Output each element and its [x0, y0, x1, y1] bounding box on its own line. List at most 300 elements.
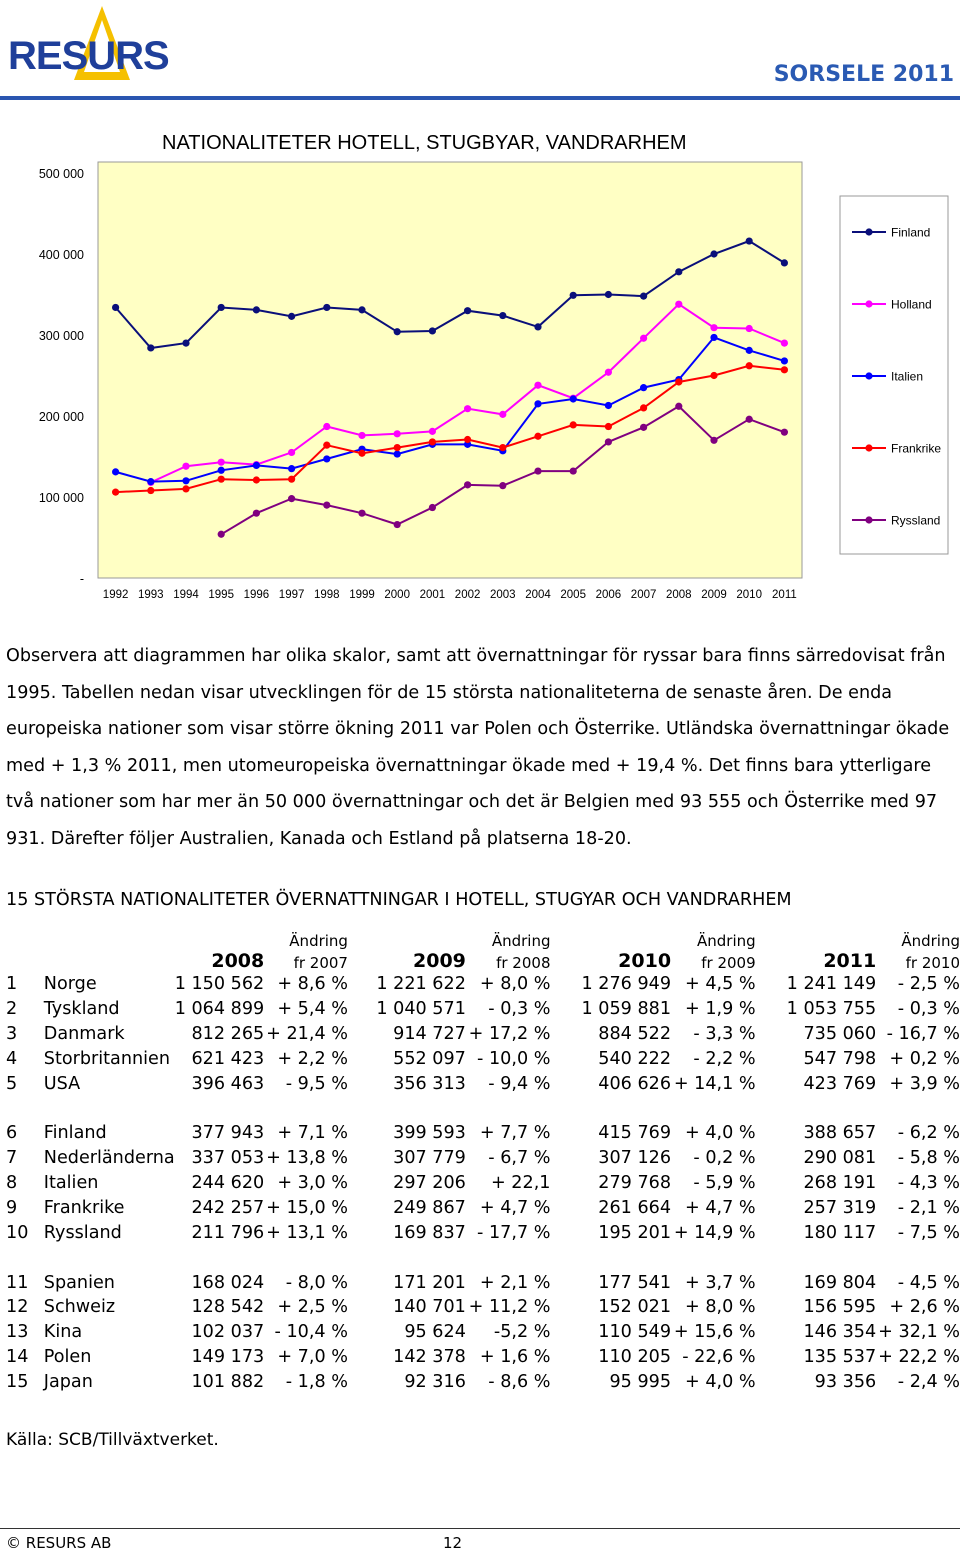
value-cell: 1 053 755: [786, 999, 877, 1020]
x-tick-label: 2011: [772, 589, 797, 601]
data-point: [394, 328, 401, 335]
data-point: [323, 442, 330, 449]
table-row: [6, 1370, 960, 1395]
value-cell: 1 150 562: [174, 974, 265, 995]
value-cell: 884 522: [598, 1024, 672, 1045]
data-point: [710, 372, 717, 379]
value-cell: 110 205: [598, 1347, 672, 1368]
y-tick-label: 500 000: [38, 167, 84, 181]
country-cell: Italien: [43, 1173, 99, 1194]
change-cell: + 3,7 %: [685, 1272, 756, 1293]
y-tick-label: 400 000: [38, 248, 84, 262]
value-cell: 1 276 949: [581, 974, 672, 995]
header-year: 2010: [618, 950, 672, 972]
value-cell: 171 201: [393, 1272, 466, 1293]
value-cell: 249 867: [393, 1198, 466, 1219]
data-point: [288, 313, 295, 320]
data-point: [640, 404, 647, 411]
line-chart: [0, 0, 960, 620]
change-cell: + 8,0 %: [685, 1297, 756, 1318]
data-point: [675, 403, 682, 410]
y-tick-label: 200 000: [38, 410, 84, 424]
x-tick-label: 1993: [138, 589, 164, 601]
x-tick-label: 1999: [349, 589, 375, 601]
country-cell: USA: [43, 1073, 81, 1094]
data-point: [182, 463, 189, 470]
data-point: [675, 268, 682, 275]
header-from-year: fr 2008: [496, 954, 551, 972]
country-cell: Norge: [43, 974, 97, 995]
data-point: [429, 327, 436, 334]
country-cell: Polen: [43, 1347, 92, 1368]
rank-cell: 9: [6, 1198, 18, 1219]
value-cell: 257 319: [803, 1198, 877, 1219]
change-cell: + 1,6 %: [479, 1347, 551, 1368]
change-cell: - 10,0 %: [477, 1048, 551, 1069]
x-tick-label: 2000: [384, 589, 410, 601]
change-cell: - 2,5 %: [897, 974, 960, 995]
page-header-title: SORSELE 2011: [773, 62, 954, 87]
data-point: [394, 430, 401, 437]
value-cell: 406 626: [598, 1073, 672, 1094]
data-point: [570, 467, 577, 474]
logo-text: RESURS: [8, 34, 169, 78]
change-cell: + 32,1 %: [878, 1322, 960, 1343]
change-cell: + 2,5 %: [277, 1297, 348, 1318]
country-cell: Ryssland: [43, 1222, 122, 1243]
table-row: [6, 1345, 960, 1370]
data-point: [253, 510, 260, 517]
rank-cell: 8: [6, 1173, 18, 1194]
footer-divider: [0, 1528, 960, 1529]
data-point: [570, 292, 577, 299]
change-cell: + 15,6 %: [673, 1322, 756, 1343]
legend-label: Italien: [891, 369, 924, 384]
x-tick-label: 2004: [525, 589, 551, 601]
data-point: [781, 357, 788, 364]
x-tick-label: 2008: [666, 589, 692, 601]
value-cell: 156 595: [803, 1297, 877, 1318]
table-row: [6, 1270, 960, 1295]
change-cell: + 3,9 %: [889, 1073, 960, 1094]
change-cell: - 6,2 %: [897, 1123, 960, 1144]
value-cell: 93 356: [814, 1371, 877, 1392]
data-point: [640, 384, 647, 391]
value-cell: 297 206: [393, 1173, 466, 1194]
change-cell: - 3,3 %: [693, 1024, 756, 1045]
x-tick-label: 2005: [560, 589, 586, 601]
data-point: [182, 340, 189, 347]
data-point: [499, 411, 506, 418]
value-cell: 146 354: [803, 1322, 877, 1343]
table-spacer-row: [6, 1245, 960, 1270]
data-point: [147, 478, 154, 485]
y-tick-label: -: [79, 572, 84, 586]
x-tick-label: 1992: [102, 589, 129, 601]
data-point: [781, 259, 788, 266]
legend-label: Ryssland: [891, 513, 941, 528]
change-cell: + 2,1 %: [479, 1272, 551, 1293]
data-point: [534, 467, 541, 474]
table-row: [6, 1320, 960, 1345]
legend-marker: [865, 300, 872, 307]
value-cell: 169 837: [393, 1222, 466, 1243]
value-cell: 423 769: [803, 1073, 877, 1094]
data-point: [358, 510, 365, 517]
change-cell: + 14,1 %: [673, 1073, 756, 1094]
data-point: [781, 340, 788, 347]
data-point: [112, 304, 119, 311]
data-point: [147, 344, 154, 351]
change-cell: + 21,4 %: [266, 1024, 348, 1045]
data-point: [499, 482, 506, 489]
data-point: [253, 476, 260, 483]
value-cell: 1 040 571: [376, 999, 466, 1020]
data-point: [394, 450, 401, 457]
data-point: [534, 433, 541, 440]
data-point: [323, 304, 330, 311]
value-cell: 152 021: [598, 1297, 672, 1318]
value-cell: 261 664: [598, 1198, 672, 1219]
value-cell: 135 537: [803, 1347, 877, 1368]
data-point: [640, 335, 647, 342]
data-point: [358, 432, 365, 439]
value-cell: 102 037: [191, 1322, 265, 1343]
page-number: 12: [443, 1534, 463, 1552]
data-point: [323, 502, 330, 509]
value-cell: 621 423: [191, 1048, 265, 1069]
change-cell: - 9,5 %: [285, 1073, 348, 1094]
change-cell: + 2,2 %: [277, 1048, 348, 1069]
value-cell: 1 064 899: [174, 999, 265, 1020]
header-year: 2009: [413, 950, 466, 972]
country-cell: Nederländerna: [43, 1148, 175, 1169]
change-cell: + 15,0 %: [266, 1198, 348, 1219]
value-cell: 307 779: [393, 1148, 466, 1169]
data-point: [464, 307, 471, 314]
data-point: [112, 489, 119, 496]
data-point: [358, 450, 365, 457]
data-point: [605, 291, 612, 298]
value-cell: 110 549: [598, 1322, 672, 1343]
header-from-year: fr 2010: [905, 954, 960, 972]
change-cell: + 7,1 %: [277, 1123, 348, 1144]
data-point: [323, 423, 330, 430]
rank-cell: 10: [6, 1222, 29, 1243]
value-cell: 307 126: [598, 1148, 672, 1169]
header-change-label: Ändring: [901, 932, 960, 950]
change-cell: + 1,9 %: [685, 999, 756, 1020]
data-point: [534, 382, 541, 389]
change-cell: + 7,7 %: [479, 1123, 551, 1144]
data-point: [253, 306, 260, 313]
data-point: [218, 476, 225, 483]
table-row: [6, 1171, 960, 1196]
legend-marker: [865, 516, 872, 523]
change-cell: + 13,8 %: [266, 1148, 348, 1169]
data-point: [675, 301, 682, 308]
y-tick-label: 100 000: [38, 491, 84, 505]
header-from-year: fr 2009: [701, 954, 756, 972]
value-cell: 279 768: [598, 1173, 672, 1194]
x-tick-label: 1997: [278, 589, 305, 601]
change-cell: + 22,2 %: [878, 1347, 960, 1368]
data-point: [429, 428, 436, 435]
value-cell: 211 796: [191, 1222, 265, 1243]
table-spacer-row: [6, 1096, 960, 1121]
data-point: [534, 323, 541, 330]
value-cell: 415 769: [598, 1123, 672, 1144]
value-cell: 101 882: [191, 1371, 265, 1392]
change-cell: + 17,2 %: [468, 1024, 551, 1045]
change-cell: + 8,6 %: [277, 974, 348, 995]
x-tick-label: 1996: [243, 589, 270, 601]
data-point: [253, 462, 260, 469]
change-cell: - 8,0 %: [285, 1272, 348, 1293]
rank-cell: 7: [6, 1148, 18, 1169]
change-cell: - 22,6 %: [682, 1347, 756, 1368]
nationality-table: [6, 928, 960, 1394]
value-cell: 128 542: [191, 1297, 265, 1318]
data-point: [182, 485, 189, 492]
rank-cell: 11: [6, 1272, 29, 1293]
value-cell: 914 727: [393, 1024, 466, 1045]
data-point: [710, 437, 717, 444]
change-cell: + 0,2 %: [889, 1048, 960, 1069]
value-cell: 95 995: [609, 1371, 672, 1392]
data-point: [182, 477, 189, 484]
data-point: [358, 306, 365, 313]
x-tick-label: 1994: [173, 589, 199, 601]
value-cell: 177 541: [598, 1272, 672, 1293]
data-point: [464, 436, 471, 443]
value-cell: 377 943: [191, 1123, 265, 1144]
x-tick-label: 2002: [454, 589, 481, 601]
rank-cell: 5: [6, 1073, 18, 1094]
data-point: [746, 237, 753, 244]
country-cell: Japan: [43, 1371, 93, 1392]
data-point: [429, 504, 436, 511]
data-point: [218, 467, 225, 474]
value-cell: 396 463: [191, 1073, 265, 1094]
value-cell: 552 097: [393, 1048, 466, 1069]
data-point: [218, 459, 225, 466]
change-cell: + 4,7 %: [685, 1198, 756, 1219]
value-cell: 242 257: [191, 1198, 265, 1219]
value-cell: 356 313: [393, 1073, 466, 1094]
x-tick-label: 2003: [490, 589, 516, 601]
change-cell: + 4,5 %: [685, 974, 756, 995]
header-from-year: fr 2007: [293, 954, 348, 972]
change-cell: - 17,7 %: [477, 1222, 551, 1243]
change-cell: - 16,7 %: [886, 1024, 960, 1045]
table-row: [6, 1121, 960, 1146]
change-cell: + 4,7 %: [479, 1198, 551, 1219]
data-point: [534, 400, 541, 407]
value-cell: 244 620: [191, 1173, 265, 1194]
change-cell: - 0,3 %: [897, 999, 960, 1020]
legend-label: Finland: [891, 225, 931, 240]
change-cell: - 4,3 %: [897, 1173, 960, 1194]
country-cell: Danmark: [43, 1024, 125, 1045]
data-point: [605, 423, 612, 430]
value-cell: 1 221 622: [376, 974, 466, 995]
change-cell: - 4,5 %: [897, 1272, 960, 1293]
data-point: [781, 366, 788, 373]
x-tick-label: 2001: [419, 589, 446, 601]
change-cell: + 4,0 %: [685, 1371, 756, 1392]
plot-area: [98, 162, 802, 578]
change-cell: + 22,1: [490, 1173, 551, 1194]
header-year: 2008: [211, 950, 265, 972]
legend-label: Holland: [891, 297, 932, 312]
change-cell: - 1,8 %: [285, 1371, 348, 1392]
data-point: [288, 476, 295, 483]
table-row: [6, 1022, 960, 1047]
data-point: [464, 481, 471, 488]
data-point: [394, 521, 401, 528]
data-point: [746, 347, 753, 354]
header-change-label: Ändring: [491, 932, 551, 950]
data-point: [570, 421, 577, 428]
x-tick-label: 2006: [595, 589, 622, 601]
x-tick-label: 2007: [630, 589, 657, 601]
value-cell: 142 378: [393, 1347, 466, 1368]
country-cell: Tyskland: [43, 999, 120, 1020]
data-point: [605, 438, 612, 445]
value-cell: 169 804: [803, 1272, 877, 1293]
value-cell: 540 222: [598, 1048, 672, 1069]
change-cell: -5,2 %: [493, 1322, 551, 1343]
data-point: [675, 378, 682, 385]
change-cell: - 0,2 %: [693, 1148, 756, 1169]
data-point: [429, 438, 436, 445]
data-point: [394, 444, 401, 451]
data-point: [781, 429, 788, 436]
change-cell: - 2,1 %: [897, 1198, 960, 1219]
country-cell: Finland: [43, 1123, 107, 1144]
legend-marker: [865, 228, 872, 235]
change-cell: - 7,5 %: [897, 1222, 960, 1243]
change-cell: + 8,0 %: [479, 974, 551, 995]
value-cell: 290 081: [803, 1148, 877, 1169]
legend-marker: [865, 372, 872, 379]
header-change-label: Ändring: [696, 932, 756, 950]
rank-cell: 3: [6, 1024, 18, 1045]
rank-cell: 4: [6, 1048, 18, 1069]
table-row: [6, 1146, 960, 1171]
rank-cell: 2: [6, 999, 18, 1020]
body-paragraph: Observera att diagrammen har olika skalor, samt att övernattningar för ryssar bara finns särredovisat från 1995. Tabellen nedan visar utvecklingen för de 15 största nationaliteterna de senaste åren. De enda europeiska nationer som visar större ökning 2011 var Polen och Österrike. Utländska övernattningar ökade med + 1,3 % 2011, men utomeuropeiska övernattningar ökade med + 19,4 %. Det finns bara ytterligare två nationer som har mer än 50 000 övernattningar och det är Belgien med 93 555 och Österrike med 97 931. Därefter följer Australien, Kanada och Estland på platserna 18-20.: [6, 646, 950, 849]
table-title: 15 STÖRSTA NATIONALITETER ÖVERNATTNINGAR I HOTELL, STUGYAR OCH VANDRARHEM: [6, 890, 792, 910]
data-point: [746, 325, 753, 332]
rank-cell: 1: [6, 974, 18, 995]
change-cell: + 5,4 %: [277, 999, 348, 1020]
value-cell: 168 024: [191, 1272, 265, 1293]
value-cell: 140 701: [393, 1297, 466, 1318]
y-tick-label: 300 000: [38, 329, 84, 343]
legend-label: Frankrike: [891, 441, 942, 456]
data-point: [288, 449, 295, 456]
x-tick-label: 2009: [701, 589, 727, 601]
table-header-row-2: [6, 950, 960, 972]
rank-cell: 6: [6, 1123, 18, 1144]
data-point: [323, 455, 330, 462]
source-note: Källa: SCB/Tillväxtverket.: [6, 1430, 219, 1450]
value-cell: 149 173: [191, 1347, 265, 1368]
data-point: [746, 362, 753, 369]
value-cell: 388 657: [803, 1123, 877, 1144]
table-row: [6, 1295, 960, 1320]
data-point: [218, 531, 225, 538]
change-cell: - 5,9 %: [693, 1173, 756, 1194]
data-point: [288, 495, 295, 502]
data-point: [499, 444, 506, 451]
value-cell: 399 593: [393, 1123, 466, 1144]
table-row: [6, 1220, 960, 1245]
data-point: [112, 468, 119, 475]
table-row: [6, 1196, 960, 1221]
country-cell: Storbritannien: [43, 1048, 170, 1069]
chart-title: NATIONALITETER HOTELL, STUGBYAR, VANDRARHEM: [162, 132, 687, 154]
change-cell: + 3,0 %: [277, 1173, 348, 1194]
data-point: [147, 487, 154, 494]
change-cell: + 2,6 %: [889, 1297, 960, 1318]
header-year: 2011: [823, 950, 877, 972]
data-point: [288, 465, 295, 472]
value-cell: 337 053: [191, 1148, 265, 1169]
value-cell: 812 265: [191, 1024, 265, 1045]
change-cell: - 10,4 %: [274, 1322, 348, 1343]
x-tick-label: 2010: [736, 589, 762, 601]
country-cell: Schweiz: [43, 1297, 116, 1318]
data-point: [218, 304, 225, 311]
data-point: [710, 250, 717, 257]
data-point: [640, 424, 647, 431]
data-point: [746, 416, 753, 423]
change-cell: - 0,3 %: [488, 999, 551, 1020]
change-cell: - 9,4 %: [488, 1073, 551, 1094]
table-row: [6, 997, 960, 1022]
table-header-row-1: [6, 928, 960, 950]
change-cell: - 2,2 %: [693, 1048, 756, 1069]
country-cell: Kina: [43, 1322, 83, 1343]
rank-cell: 12: [6, 1297, 29, 1318]
change-cell: - 5,8 %: [897, 1148, 960, 1169]
data-point: [605, 369, 612, 376]
change-cell: + 13,1 %: [266, 1222, 348, 1243]
value-cell: 1 059 881: [581, 999, 672, 1020]
table-row: [6, 1071, 960, 1096]
data-point: [605, 402, 612, 409]
value-cell: 92 316: [404, 1371, 466, 1392]
value-cell: 268 191: [803, 1173, 877, 1194]
value-cell: 180 117: [803, 1222, 877, 1243]
country-cell: Frankrike: [43, 1198, 125, 1219]
legend-marker: [865, 444, 872, 451]
footer-copyright: © RESURS AB: [6, 1534, 112, 1552]
change-cell: + 7,0 %: [277, 1347, 348, 1368]
value-cell: 95 624: [404, 1322, 466, 1343]
value-cell: 195 201: [598, 1222, 672, 1243]
change-cell: + 14,9 %: [673, 1222, 756, 1243]
change-cell: - 6,7 %: [488, 1148, 551, 1169]
table-row: [6, 1047, 960, 1072]
data-point: [710, 324, 717, 331]
table-row: [6, 972, 960, 997]
data-point: [710, 334, 717, 341]
country-cell: Spanien: [43, 1272, 115, 1293]
